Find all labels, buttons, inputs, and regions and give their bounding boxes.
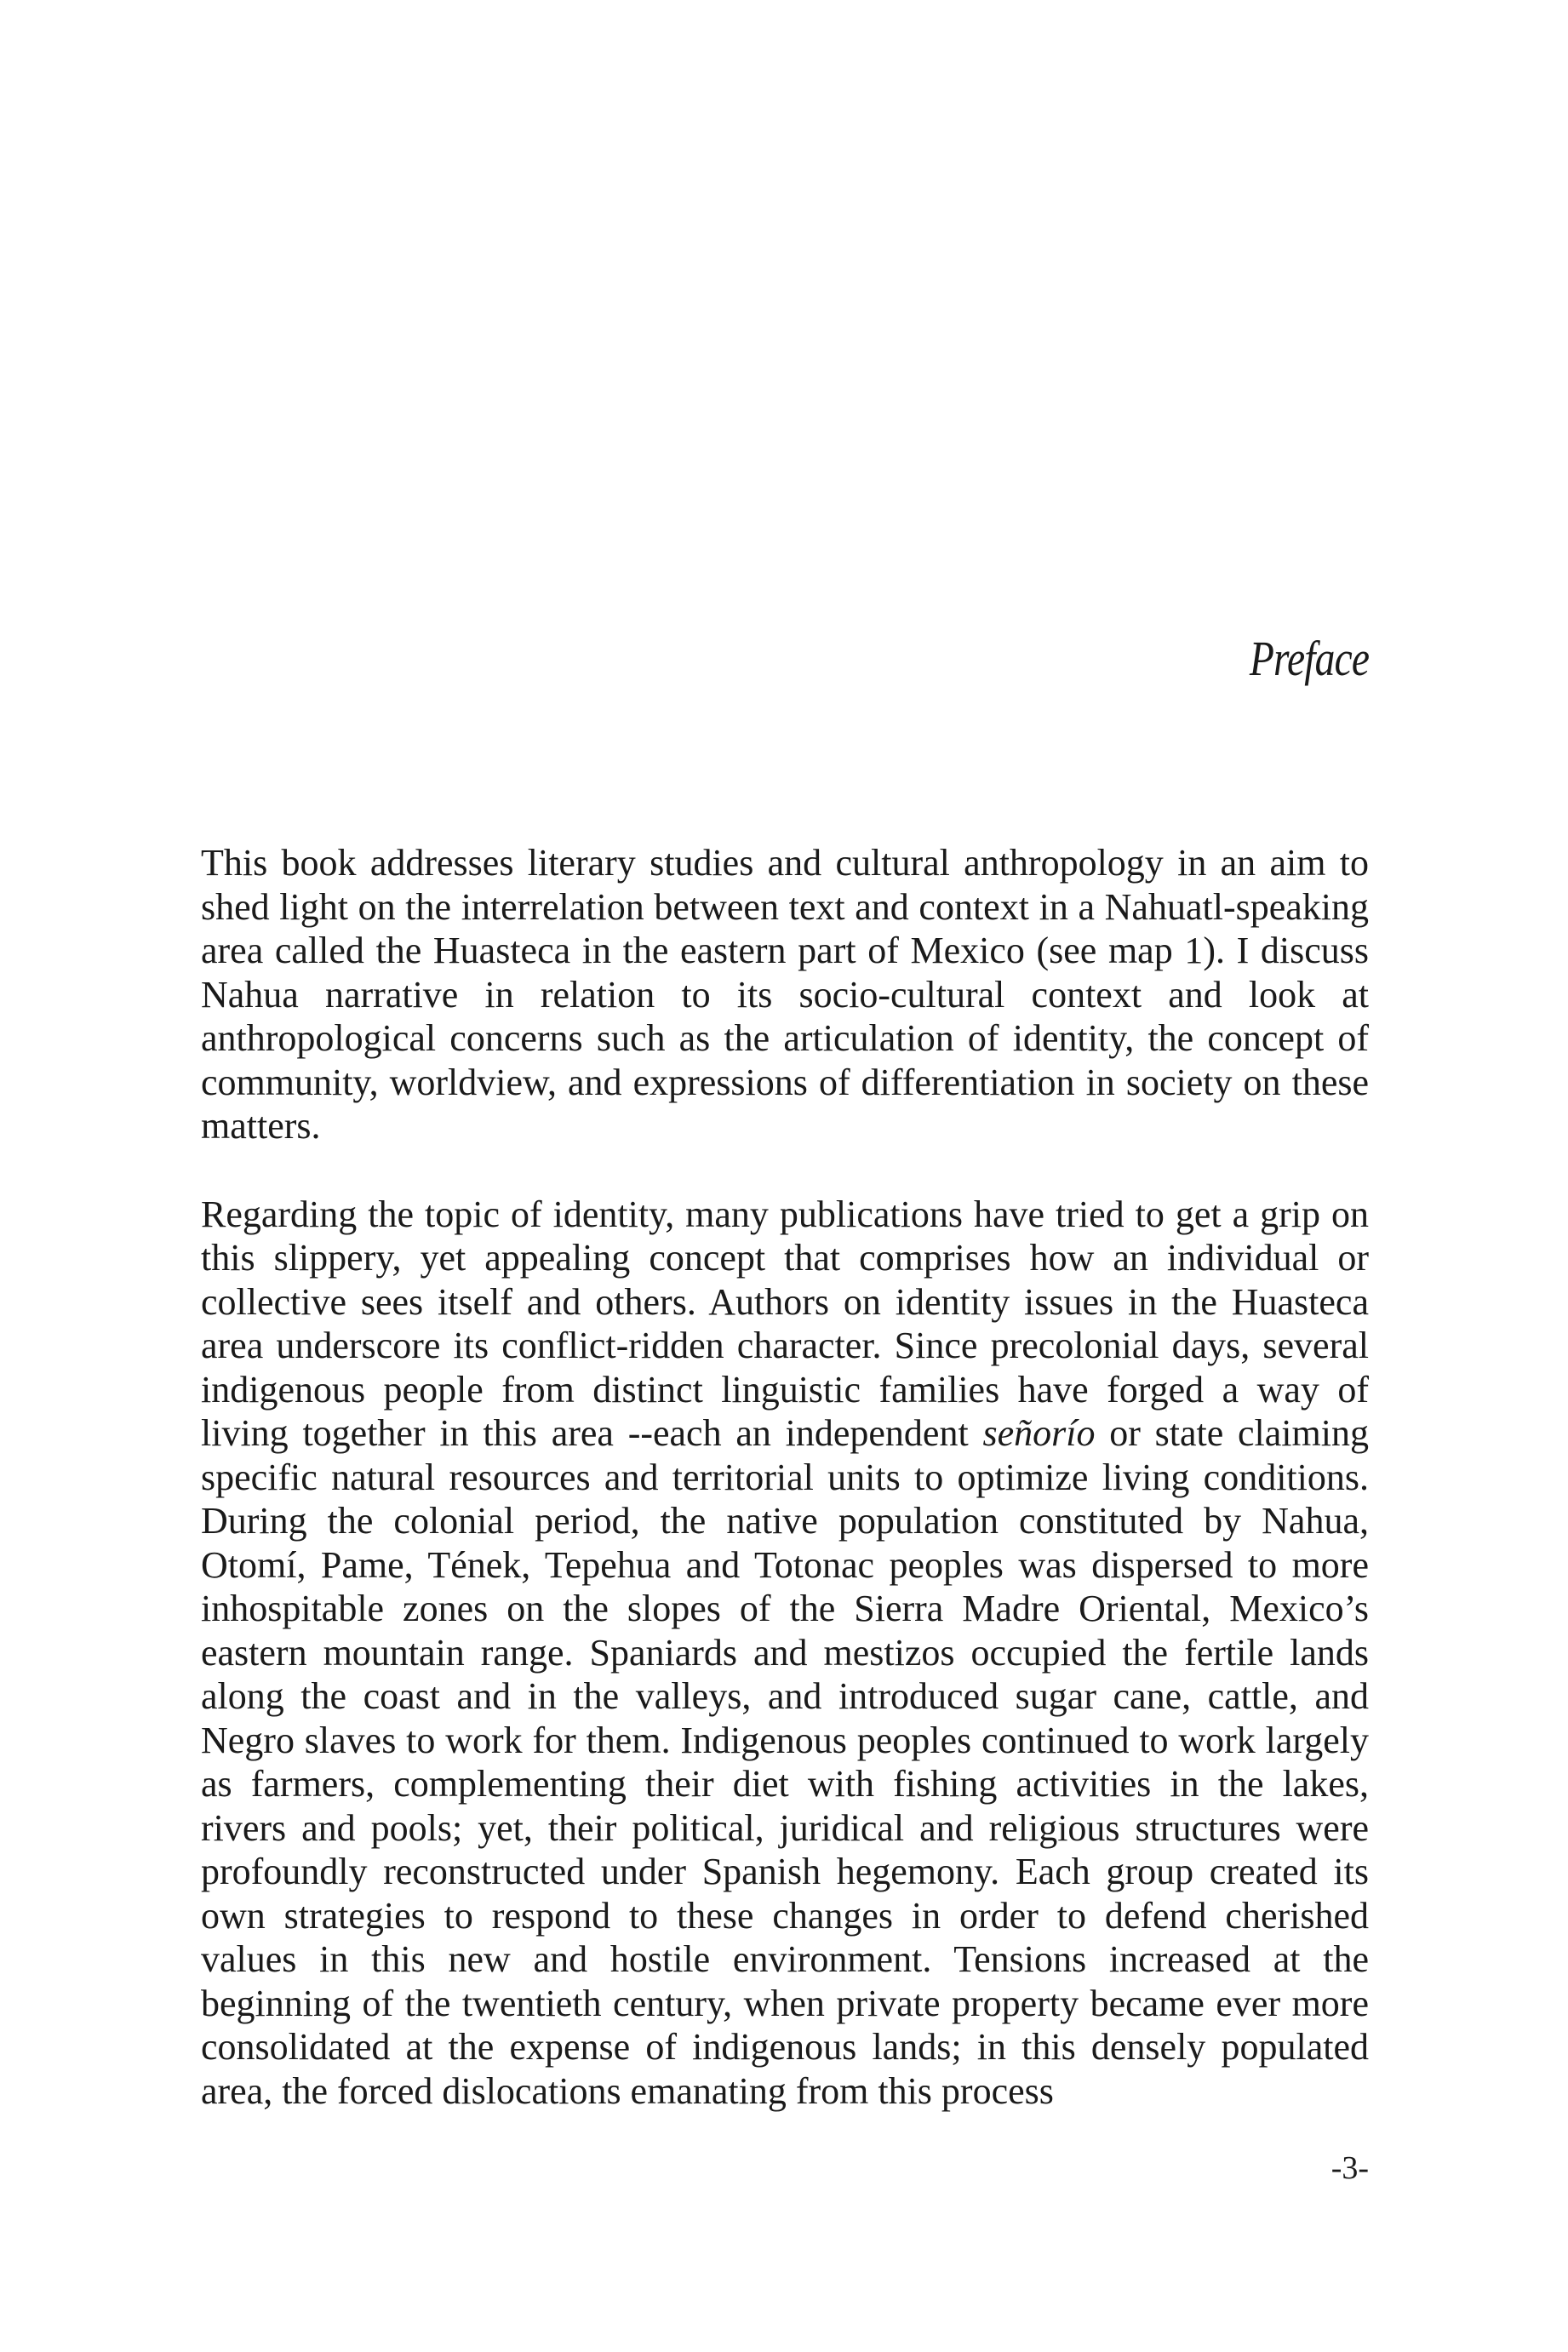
- body-text: [201, 841, 1369, 2113]
- paragraph-intro: [201, 841, 1369, 1148]
- italic-term-senorio: señorío: [982, 1412, 1096, 1454]
- paragraph-text: This book addresses literary studies and cultural anthropology in an aim to shed light on the interrelation between text and context in a Nahuatl-speaking area called the Huasteca in the eastern part of Mexico (see map 1). I discuss Nahua narrative in relation to its socio-cultural context and look at anthropological concerns such as the articulation of identity, the concept of community, worldview, and expressions of differentiation in society on these matters.: [201, 842, 1369, 1147]
- page-number: -3-: [1331, 2150, 1369, 2186]
- paragraph-text-continued: or state claiming specific natural resources and territorial units to optimize living conditions. During the colonial period, the native population constituted by Nahua, Otomí, Pame, Tének, Tepehua and Totonac peoples was dispersed to more inhospitable zones on the slopes of the Sierra Madre Oriental, Mexico’s eastern mountain range. Spaniards and mestizos occupied the fertile lands along the coast and in the valleys, and introduced sugar cane, cattle, and Negro slaves to work for them. Indigenous peoples continued to work largely as farmers, complementing their diet with fishing activities in the lakes, rivers and pools; yet, their political, juridical and religious structures were profoundly reconstructed under Spanish hegemony. Each group created its own strategies to respond to these changes in order to defend cherished values in this new and hostile environment. Tensions increased at the beginning of the twentieth century, when private property became ever more consolidated at the expense of indigenous lands; in this densely populated area, the forced dislocations emanating from this process: [201, 1412, 1369, 2112]
- paragraph-identity: [201, 1193, 1369, 2114]
- page-title: Preface: [1249, 631, 1369, 686]
- paragraph-text: Regarding the topic of identity, many publications have tried to get a grip on this slippery, yet appealing concept that comprises how an individual or collective sees itself and others. Authors on identity issues in the Huasteca area underscore its conflict-ridden character. Since precolonial days, several indigenous people from distinct linguistic families have forged a way of living together in this area --each an independent: [201, 1193, 1369, 1454]
